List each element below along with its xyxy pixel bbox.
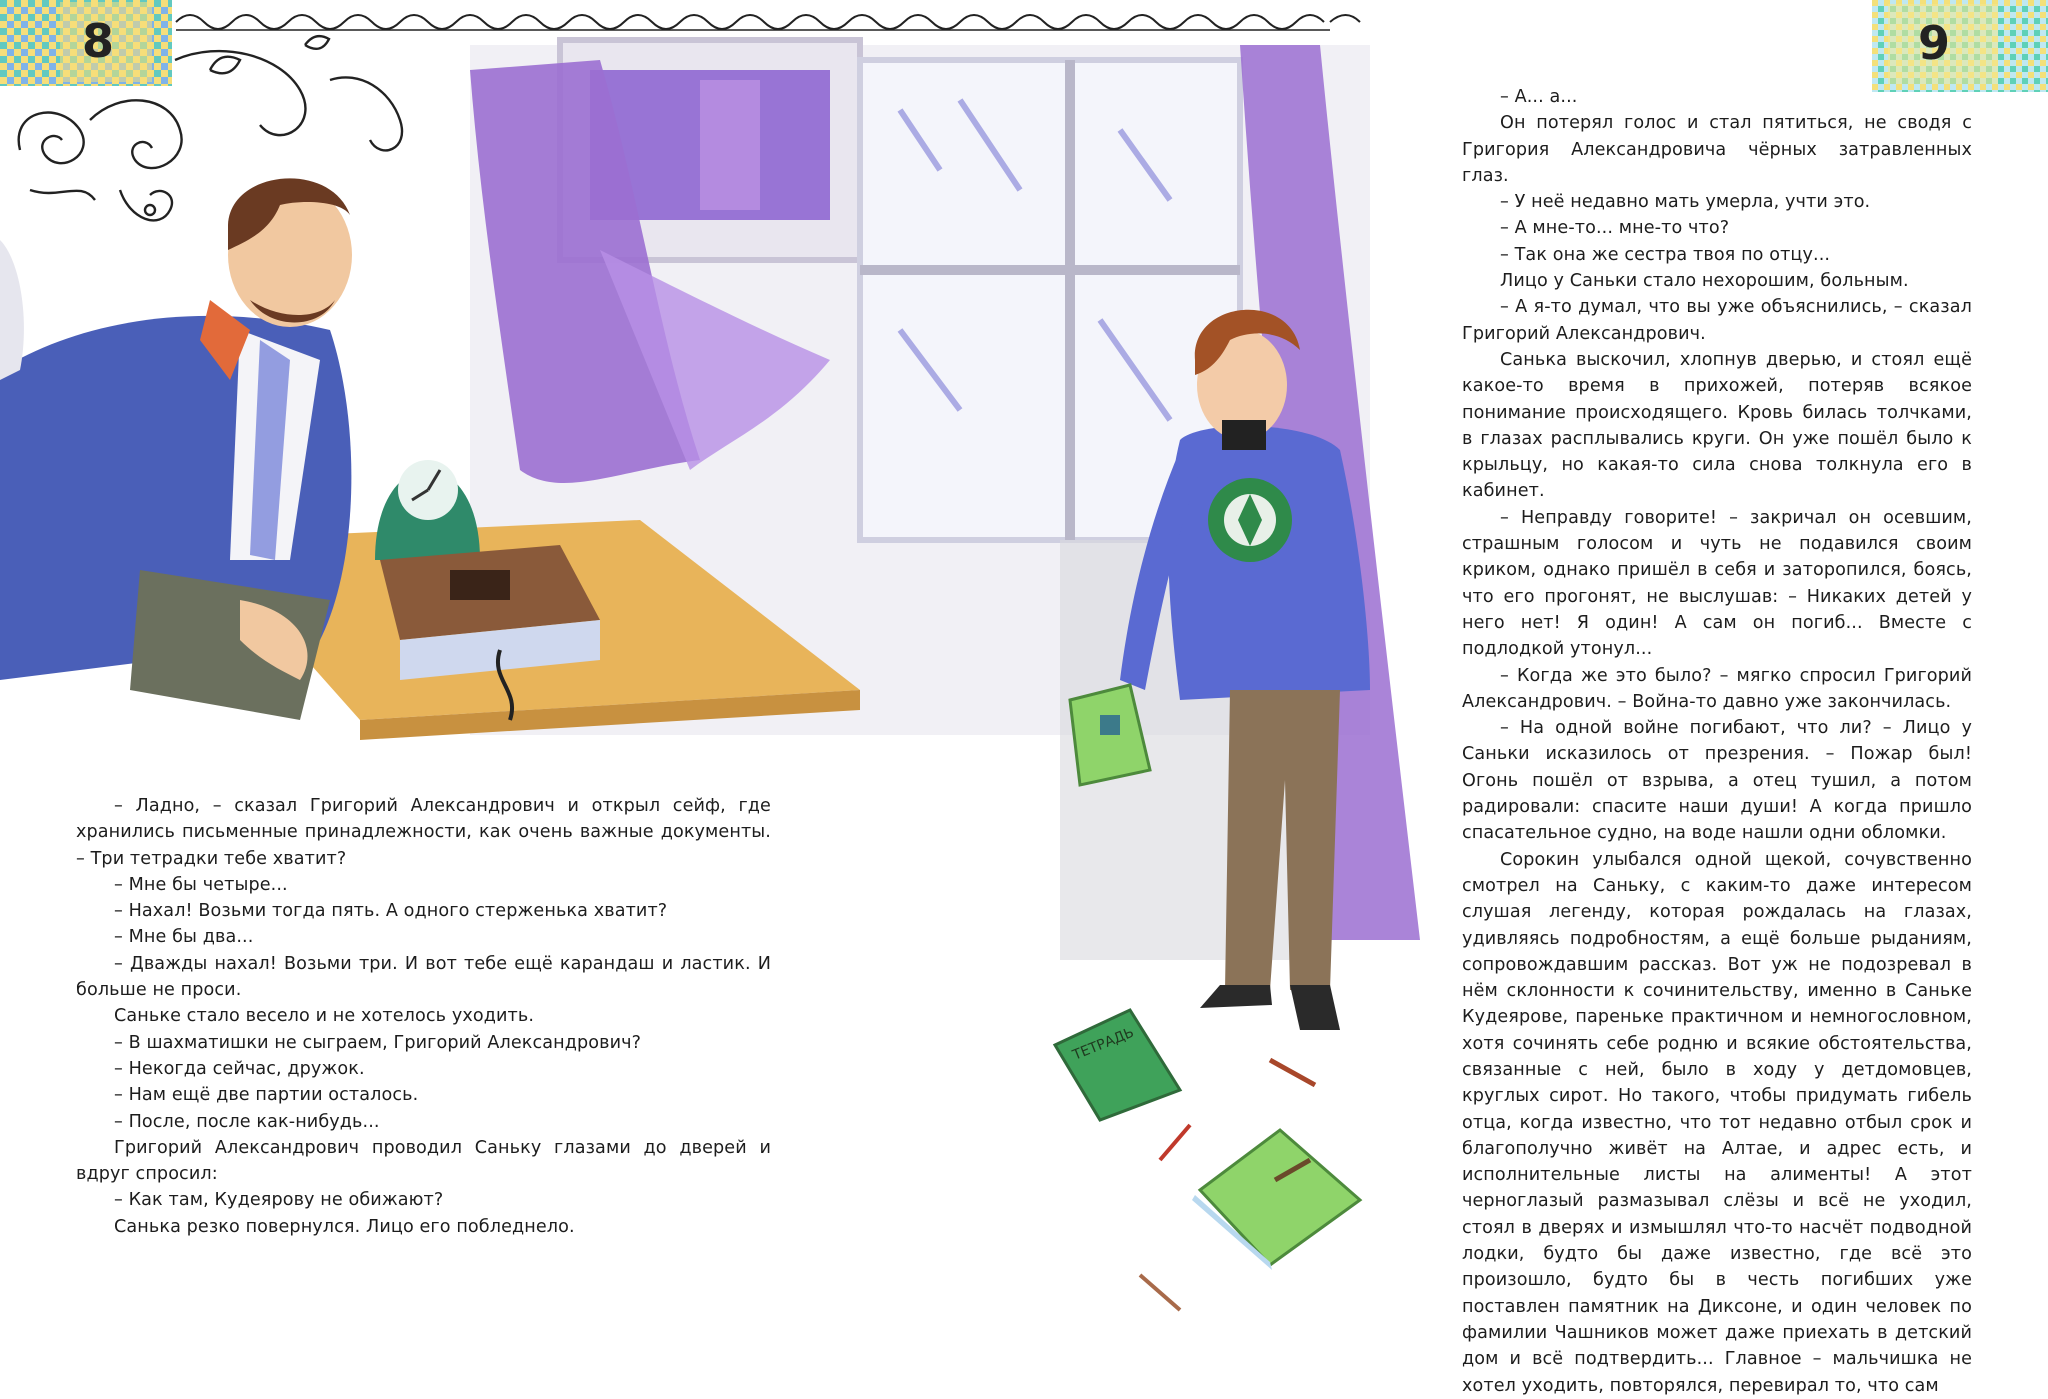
paragraph: – А я-то думал, что вы уже объяснились, – сказал Григорий Александрович. (1462, 297, 1972, 344)
paragraph: Саньке стало весело и не хотелось уходить. (114, 1006, 535, 1027)
paragraph: Сорокин улыбался одной щекой, сочувственно смотрел на Саньку, с каким-то даже интересом слушая легенду, которая рождалась на глазах, удивляясь подробностям, а ещё больше рыданиям, сопровождавшим рассказ. Вот уж не подозревал в нём склонности к сочинительству, именно в Саньке Кудеярове, пареньке практичном и немногословном, хотя сочинять себе родню и всякие обстоятельства, связанные с ней, было в ходу у детдомовцев, круглых сирот. Но такого, чтобы придумать гибель отца, когда известно, что тот недавно отбыл срок и благополучно живёт на Алтае, и адрес есть, и исполнительные листы на алименты! А этот черноглазый размазывал слёзы и всё не уходил, стоял в дверях и измышлял что-то насчёт подводной лодки, будто бы даже известно, где всё это произошло, будто бы в честь погибших уже поставлен памятник на Диксоне, и один человек по фамилии Чашников может даже приехать в детский дом и всё подтвердить... Главное – мальчишка не хотел уходить, повторялся, перевирал то, что сам (1462, 849, 1972, 1396)
paragraph: – Дважды нахал! Возьми три. И вот тебе ещё карандаш и ластик. И больше не проси. (76, 953, 771, 1001)
paragraph: – Нам ещё две партии осталось. (114, 1085, 419, 1106)
paragraph: Он потерял голос и стал пятиться, не сводя с Григория Александровича чёрных затравленных глаз. (1462, 113, 1972, 186)
paragraph: – У неё недавно мать умерла, учти это. (1500, 192, 1871, 213)
paragraph: – Некогда сейчас, дружок. (114, 1058, 365, 1079)
paragraph: Санька выскочил, хлопнув дверью, и стоял ещё какое-то время в прихожей, потеряв всякое понимание происходящего. Кровь билась толчками, в глазах расплывались круги. Он уже пошёл было к крыльцу, но какая-то сила снова толкнула его в кабинет. (1462, 349, 1972, 502)
paragraph: Санька резко повернулся. Лицо его побледнело. (114, 1216, 575, 1237)
man-figure (0, 178, 352, 720)
paragraph: Лицо у Саньки стало нехорошим, больным. (1500, 271, 1909, 292)
paragraph: – Ладно, – сказал Григорий Александрович и открыл сейф, где хранились письменные принадлежности, как очень важные документы. – Три тетрадки тебе хватит? (76, 796, 771, 869)
right-page-text (1462, 84, 1972, 1399)
right-corner-decoration (1872, 0, 2048, 92)
paragraph: – На одной войне погибают, что ли? – Лицо у Саньки исказилось от презрения. – Пожар был! Огонь пошёл от взрыва, а отец тушил, а потом радировали: спасите наши души! А когда пришло спасательное судно, на воде нашли одни обломки. (1462, 718, 1972, 844)
left-page-text (76, 793, 771, 1240)
paragraph: – Как там, Кудеярову не обижают? (114, 1190, 444, 1211)
paragraph: – Так она же сестра твоя по отцу... (1500, 244, 1831, 265)
notebook-label: ТЕТРАДЬ (1070, 1024, 1137, 1064)
floor-notebooks (1055, 1010, 1360, 1310)
top-ornament-border (176, 15, 1360, 30)
paragraph: Григорий Александрович проводил Саньку глазами до дверей и вдруг спросил: (76, 1137, 771, 1185)
paragraph: – Когда же это было? – мягко спросил Григорий Александрович. – Война-то давно уже закончилась. (1462, 665, 1972, 712)
paragraph: – Неправду говорите! – закричал он осевшим, страшным голосом и чуть не подавился своим криком, однако пришёл в себя и заторопился, боясь, что его прогонят, не выслушав: – Никаких детей у него нет! Я один! А сам он погиб... Вместе с подлодкой утонул... (1462, 507, 1972, 660)
left-page-number: 8 (82, 14, 115, 68)
paragraph: – А мне-то... мне-то что? (1500, 218, 1730, 239)
paragraph: – Нахал! Возьми тогда пять. А одного стерженька хватит? (114, 901, 668, 922)
desk-clock (375, 460, 480, 560)
paragraph: – Мне бы четыре... (114, 874, 288, 895)
paragraph: – А... а... (1500, 87, 1578, 107)
right-page-number: 9 (1918, 16, 1951, 70)
paragraph: – В шахматишки не сыграем, Григорий Александрович? (114, 1032, 642, 1053)
paragraph: – После, после как-нибудь... (114, 1111, 380, 1132)
left-edge-figure (0, 240, 24, 380)
paragraph: – Мне бы два... (114, 927, 254, 948)
